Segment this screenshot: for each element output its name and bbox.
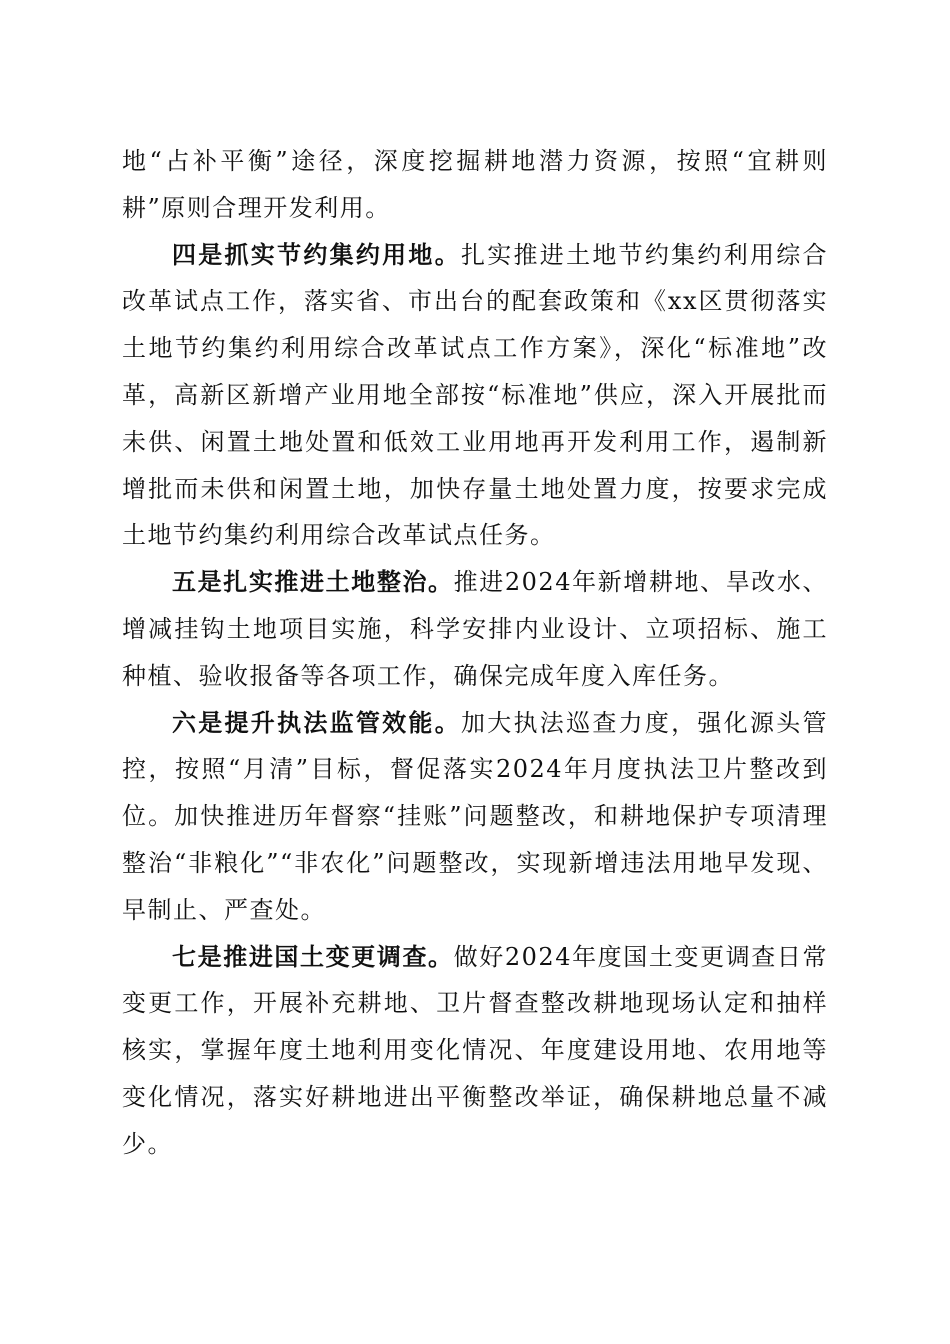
paragraph-text: 加大执法巡查力度，强化源头管控，按照“月清”目标，督促落实2024年月度执法卫片整改到位。加快推进历年督察“挂账”问题整改，和耕地保护专项清理整治“非粮化”“非农化”问题整改，实现新增违法用地早发现、早制止、严查处。 (122, 708, 829, 924)
paragraph-text: 做好2024年度国土变更调查日常变更工作，开展补充耕地、卫片督查整改耕地现场认定和抽样核实，掌握年度土地利用变化情况、年度建设用地、农用地等变化情况，落实好耕地进出平衡整改举证，确保耕地总量不减少。 (122, 942, 829, 1158)
paragraph-heading: 六是提升执法监管效能。 (172, 707, 461, 737)
paragraph-text: 推进2024年新增耕地、旱改水、增减挂钩土地项目实施，科学安排内业设计、立项招标、施工种植、验收报备等各项工作，确保完成年度入库任务。 (122, 568, 829, 690)
paragraph-land-saving (122, 232, 828, 560)
paragraph-continuation (122, 138, 828, 232)
paragraph-text: 扎实推进土地节约集约利用综合改革试点工作，落实省、市出台的配套政策和《xx区贯彻落实土地节约集约利用综合改革试点工作方案》，深化“标准地”改革，高新区新增产业用地全部按“标准地”供应，深入开展批而未供、闲置土地处置和低效工业用地再开发利用工作，遏制新增批而未供和闲置土地，加快存量土地处置力度，按要求完成土地节约集约利用综合改革试点任务。 (122, 240, 829, 550)
paragraph-law-enforcement (122, 700, 828, 934)
paragraph-heading: 七是推进国土变更调查。 (172, 941, 454, 971)
paragraph-land-consolidation (122, 559, 828, 699)
paragraph-heading: 五是扎实推进土地整治。 (172, 567, 454, 597)
paragraph-text: 地“占补平衡”途径，深度挖掘耕地潜力资源，按照“宜耕则耕”原则合理开发利用。 (122, 147, 828, 222)
paragraph-heading: 四是抓实节约集约用地。 (172, 239, 461, 269)
paragraph-land-survey (122, 934, 828, 1168)
document-body (122, 138, 828, 1168)
